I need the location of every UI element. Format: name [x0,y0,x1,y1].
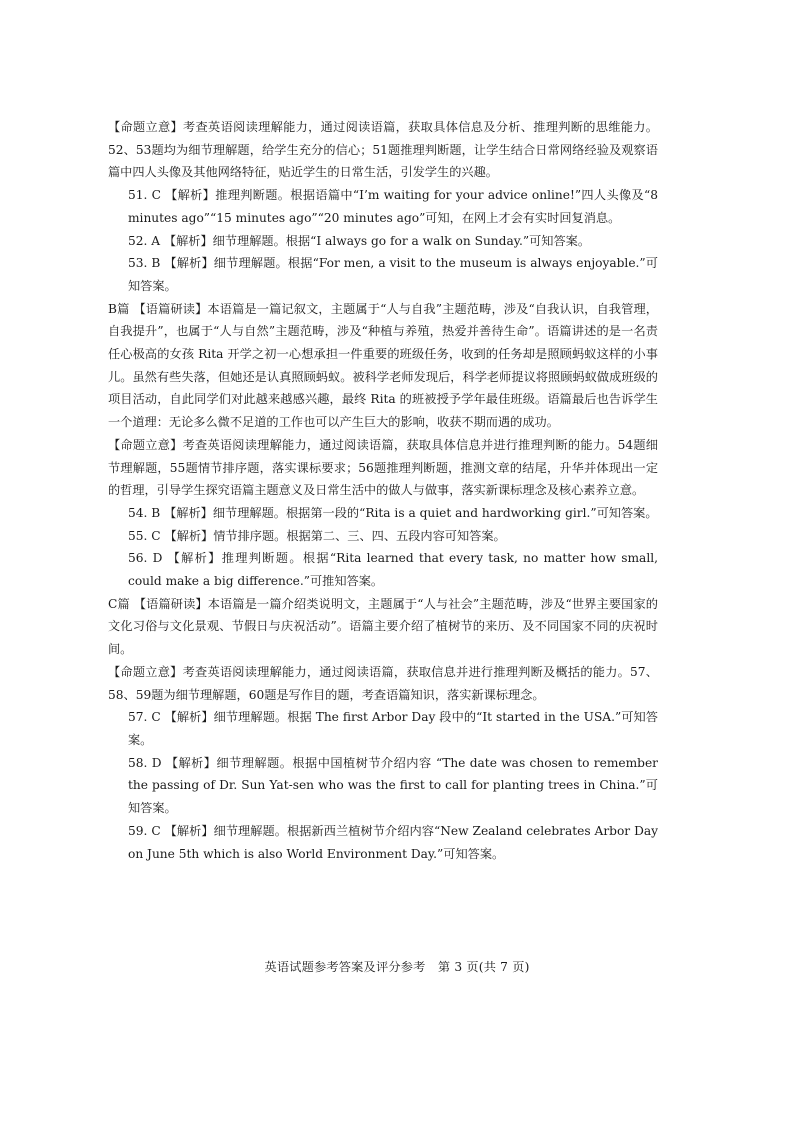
page-footer: 英语试题参考答案及评分参考 第 3 页(共 7 页) [264,960,530,974]
block-intent-b: 【命题立意】考查英语阅读理解能力，通过阅读语篇，获取具体信息并进行推理判断的能力。54题细节理解题，55题情节排序题，落实课标要求；56题推理判断题，推测文章的结尾，升华并体现出一定的哲理，引导学生探究语篇主题意义及日常生活中的做人与做事，落实新课标理念及核心素养立意。 [108,437,658,498]
answer-51: 51. C 【解析】推理判断题。根据语篇中“I’m waiting for your advice online!”四人头像及“8 minutes ago”“15 minutes ago”“20 minutes ago”可知，在网上才会有实时回复消息。 [128,188,658,225]
answer-key-content [108,116,658,865]
answer-53: 53. B 【解析】细节理解题。根据“For men, a visit to the museum is always enjoyable.”可知答案。 [128,256,658,293]
block-intent-c: 【命题立意】考查英语阅读理解能力，通过阅读语篇，获取信息并进行推理判断及概括的能力。57、58、59题为细节理解题，60题是写作目的题，考查语篇知识，落实新课标理念。 [108,664,658,702]
block-intent-a: 【命题立意】考查英语阅读理解能力，通过阅读语篇，获取具体信息及分析、推理判断的思维能力。52、53题均为细节理解题，给学生充分的信心；51题推理判断题，让学生结合日常网络经验及观察语篇中四人头像及其他网络特征，贴近学生的日常生活，引发学生的兴趣。 [108,120,658,180]
passage-c-analysis: C篇 【语篇研读】本语篇是一篇介绍类说明文，主题属于“人与社会”主题范畴，涉及“世界主要国家的文化习俗与文化景观、节假日与庆祝活动”。语篇主要介绍了植树节的来历、及不同国家不同的庆祝时间。 [108,596,658,657]
answer-52: 52. A 【解析】细节理解题。根据“I always go for a walk on Sunday.”可知答案。 [128,233,591,248]
answer-58: 58. D 【解析】细节理解题。根据中国植树节介绍内容 “The date was chosen to remember the passing of Dr. Sun Yat-sen who was the first to call for planting trees in China.”可知答案。 [128,755,658,816]
answer-55: 55. C 【解析】情节排序题。根据第二、三、四、五段内容可知答案。 [128,528,506,543]
answer-54: 54. B 【解析】细节理解题。根据第一段的“Rita is a quiet and hardworking girl.”可知答案。 [128,505,658,520]
answer-57: 57. C 【解析】细节理解题。根据 The first Arbor Day 段中的“It started in the USA.”可知答案。 [128,710,658,747]
passage-b-analysis: B篇 【语篇研读】本语篇是一篇记叙文，主题属于“人与自我”主题范畴，涉及“自我认识，自我管理，自我提升”，也属于“人与自然”主题范畴，涉及“种植与养殖，热爱并善待生命”。语篇讲述的是一名责任心极高的女孩 Rita 开学之初一心想承担一件重要的班级任务，收到的任务却是照顾蚂蚁这样的小事儿。虽然有些失落，但她还是认真照顾蚂蚁。被科学老师发现后，科学老师提议将照顾蚂蚁做成班级的项目活动，自此同学们对此越来越感兴趣，最终 Rita 的班被授予学年最佳班级。语篇最后也告诉学生一个道理：无论多么微不足道的工作也可以产生巨大的影响，收获不期而遇的成功。 [108,301,658,430]
answer-59: 59. C 【解析】细节理解题。根据新西兰植树节介绍内容“New Zealand celebrates Arbor Day on June 5th which is also World Environment Day.”可知答案。 [128,823,658,861]
answer-56: 56. D 【解析】推理判断题。根据“Rita learned that every task, no matter how small, could make a big difference.”可推知答案。 [128,551,658,589]
